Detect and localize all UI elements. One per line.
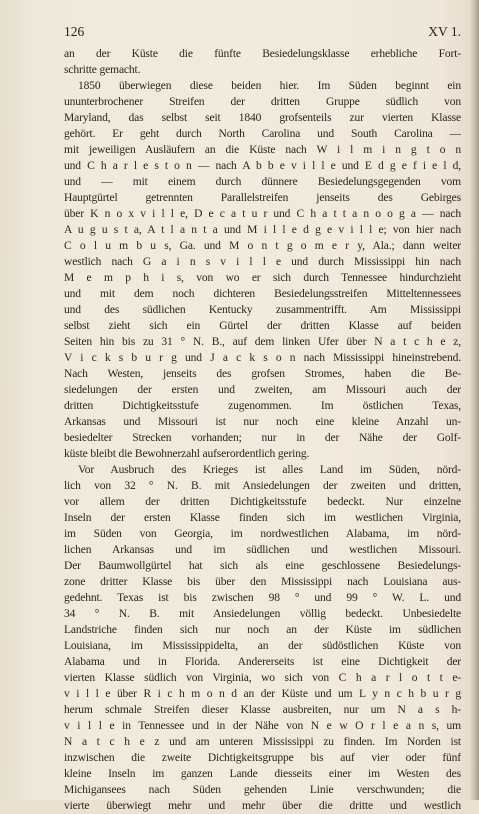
text-line: 1850 überwiegen diese beiden hier. Im Süden beginnt ein: [78, 80, 461, 92]
text-line: C o l u m b u s, Ga. und M o n t g o m e r y, Ala.; dann weiter: [64, 240, 461, 252]
text-line: lichen Arkansas und im südlichen und westlichen Missouri.: [64, 544, 461, 556]
text-line: vierte überwiegt mehr und mehr über die dritte und westlich: [64, 800, 461, 812]
text-line: Louisiana, im Mississippidelta, an der südöstlichen Küste von: [64, 640, 461, 652]
text-line: besiedelter Strecken vorhanden; nur in der Nähe der Golf-: [64, 432, 461, 444]
text-line: gedehnt. Texas ist bis zwischen 98 ° und 99 ° W. L. und: [64, 592, 461, 604]
text-line: V i c k s b u r g und J a c k s o n nach Mississippi hineinstrebend.: [64, 352, 461, 364]
text-line: v i l l e über R i c h m o n d an der Küste und um L y n c h b u r g: [64, 688, 461, 700]
text-line: an der Küste die fünfte Besiedelungsklasse erhebliche Fort-: [64, 48, 461, 60]
page-number: 126: [64, 24, 85, 39]
text-line: A u g u s t a, A t l a n t a und M i l l e d g e v i l l e; von hier nach: [64, 224, 461, 236]
text-line: herum schmale Streifen dieser Klasse ausbreiten, nur um N a s h-: [64, 704, 461, 716]
text-line: vierten Klasse südlich von Virginia, wo sich von C h a r l o t t e-: [64, 672, 461, 684]
text-line: und mit dem noch dichteren Besiedelungsstreifen Mitteltennessees: [64, 288, 461, 300]
text-line: 34 ° N. B. mit Ansiedelungen völlig bedeckt. Unbesiedelte: [64, 608, 461, 620]
text-line: ununterbrochener Streifen der dritten Gruppe südlich von: [64, 96, 461, 108]
text-line: zone dritter Klasse bis über den Mississippi nach Louisiana aus-: [64, 576, 461, 588]
text-line: Hauptgürtel getrennten Parallelstreifen jenseits des Gebirges: [64, 192, 461, 204]
text-line: über K n o x v i l l e, D e c a t u r und C h a t t a n o o g a — nach: [64, 208, 461, 220]
text-line: kleine Inseln im ganzen Lande diesseits einer im Westen des: [64, 768, 461, 780]
text-line: küste bleibt die Bewohnerzahl aufserordentlich gering.: [64, 448, 310, 460]
text-line: gehört. Er geht durch North Carolina und South Carolina —: [64, 128, 461, 140]
text-line: mit jeweiligen Ausläufern an die Küste nach W i l m i n g t o n: [64, 144, 461, 156]
text-line: v i l l e in Tennessee und in der Nähe von N e w O r l e a n s, um: [64, 720, 461, 732]
text-line: Nach Westen, jenseits des grofsen Stromes, haben die Be-: [64, 368, 461, 380]
text-line: N a t c h e z und am unteren Mississippi zu finden. Im Norden ist: [64, 736, 461, 748]
text-line: dritten Dichtigkeitsstufe zugenommen. Im östlichen Texas,: [64, 400, 461, 412]
text-line: M e m p h i s, von wo er sich durch Tennessee hindurchzieht: [64, 272, 461, 284]
text-line: vor allem der dritten Dichtigkeitsstufe bedeckt. Nur einzelne: [64, 496, 461, 508]
text-line: und — mit einem durch dünnere Besiedelungsgegenden vom: [64, 176, 461, 188]
text-line: im Süden von Georgia, im nordwestlichen Alabama, im nörd-: [64, 528, 461, 540]
page-header: [64, 24, 461, 40]
text-line: Der Baumwollgürtel hat sich als eine geschlossene Besiedelungs-: [64, 560, 461, 572]
text-line: Michigansees nach Süden gehenden Linie verschwunden; die: [64, 784, 461, 796]
text-line: Alabama und in Florida. Andererseits ist eine Dichtigkeit der: [64, 656, 461, 668]
text-line: Inseln der ersten Klasse finden sich im westlichen Virginia,: [64, 512, 461, 524]
text-line: und C h a r l e s t o n — nach A b b e v i l l e und E d g e f i e l d,: [64, 160, 461, 172]
chapter-number: XV 1.: [428, 24, 461, 39]
body-text: [64, 46, 461, 814]
page-edge-shadow: [470, 0, 479, 800]
text-line: selbst zieht sich ein Gürtel der dritten Klasse auf beiden: [64, 320, 461, 332]
text-line: inzwischen die zweite Dichtigkeitsgruppe bis auf vier oder fünf: [64, 752, 461, 764]
text-line: siedelungen der ersten und zweiten, am Missouri auch der: [64, 384, 461, 396]
text-line: Maryland, das selbst seit 1840 grofsenteils zur vierten Klasse: [64, 112, 461, 124]
text-line: schritte gemacht.: [64, 64, 141, 76]
text-line: und des südlichen Kentucky zusammentrifft. Am Mississippi: [64, 304, 461, 316]
text-line: westlich nach G a i n s v i l l e und durch Mississippi hin nach: [64, 256, 461, 268]
text-line: Arkansas und Missouri ist nur noch eine kleine Anzahl un-: [64, 416, 461, 428]
text-line: Seiten hin bis zu 31 ° N. B., auf dem linken Ufer über N a t c h e z,: [64, 336, 461, 348]
text-line: lich von 32 ° N. B. mit Ansiedelungen der zweiten und dritten,: [64, 480, 461, 492]
text-line: Vor Ausbruch des Krieges ist alles Land im Süden, nörd-: [78, 464, 461, 476]
text-line: Landstriche finden sich nur noch an der Küste im südlichen: [64, 624, 461, 636]
